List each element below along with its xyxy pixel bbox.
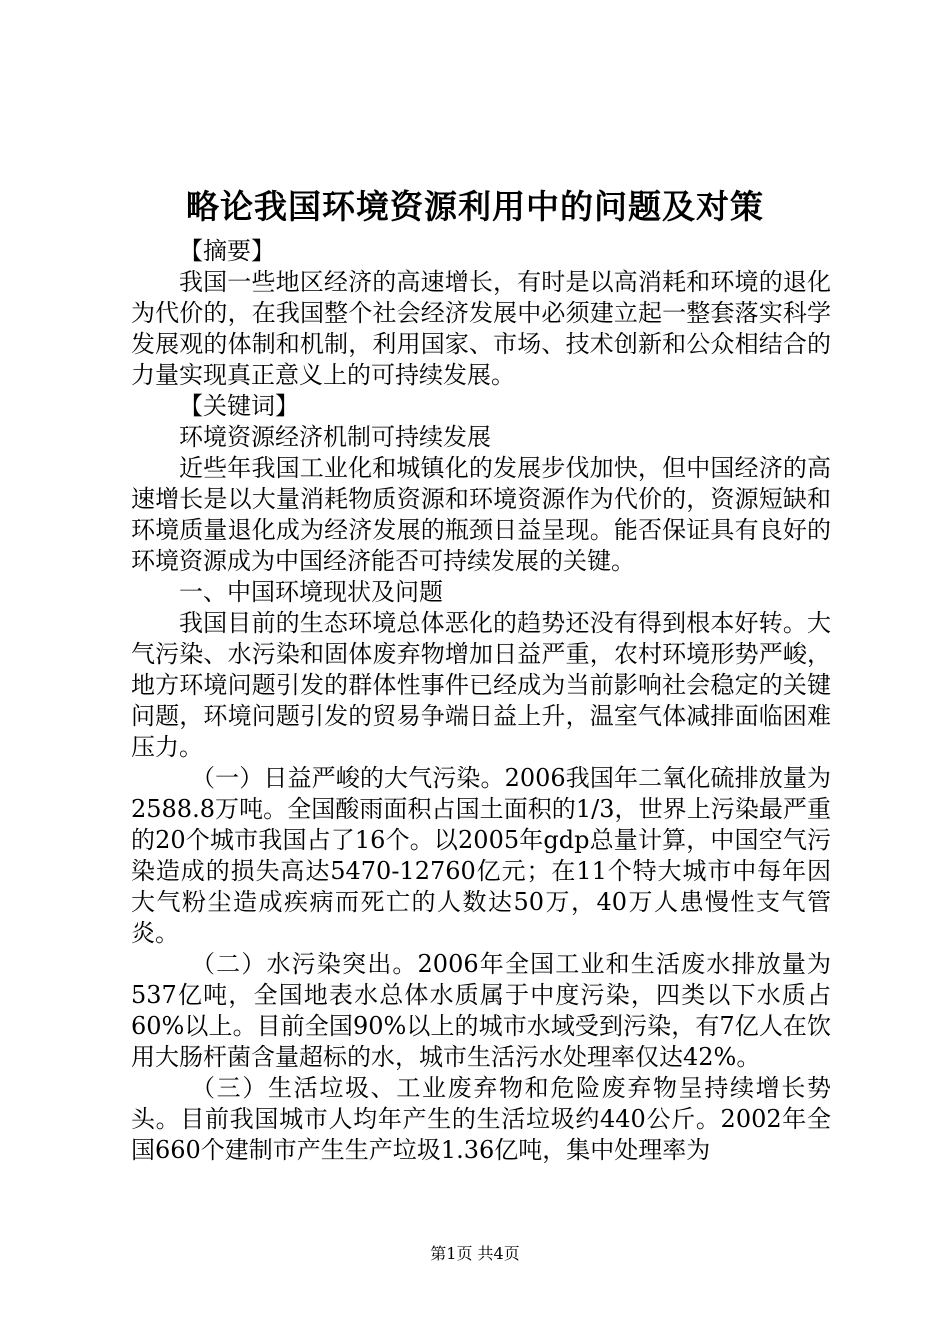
keywords-text: 环境资源经济机制可持续发展 <box>179 423 491 451</box>
air-pollution-paragraph: （一）日益严峻的大气污染。2006我国年二氧化硫排放量为2588.8万吨。全国酸雨面积占国土面积的1/3，世界上污染最严重的20个城市我国占了16个。以2005年gdp总量计算，中国空气污染造成的损失高达5470-12760亿元；在11个特大城市中每年因大气粉尘造成疾病而死亡的人数达50万，40万人患慢性支气管炎。 <box>131 764 831 947</box>
section-1-intro-paragraph: 我国目前的生态环境总体恶化的趋势还没有得到根本好转。大气污染、水污染和固体废弃物增加日益严重，农村环境形势严峻，地方环境问题引发的群体性事件已经成为当前影响社会稳定的关键问题，环境问题引发的贸易争端日益上升，温室气体减排面临困难压力。 <box>131 609 831 761</box>
abstract-heading: 【摘要】 <box>179 237 275 265</box>
intro-paragraph: 近些年我国工业化和城镇化的发展步伐加快，但中国经济的高速增长是以大量消耗物质资源和环境资源作为代价的，资源短缺和环境质量退化成为经济发展的瓶颈日益呈现。能否保证具有良好的环境资源成为中国经济能否可持续发展的关键。 <box>131 454 831 575</box>
page-number-footer: 第1页 共4页 <box>430 1244 520 1263</box>
abstract-paragraph: 我国一些地区经济的高速增长，有时是以高消耗和环境的退化为代价的，在我国整个社会经济发展中必须建立起一整套落实科学发展观的体制和机制，利用国家、市场、技术创新和公众相结合的力量实现真正意义上的可持续发展。 <box>131 268 831 389</box>
document-body <box>131 236 831 1166</box>
keywords-heading: 【关键词】 <box>179 392 299 420</box>
page-title: 略论我国环境资源利用中的问题及对策 <box>186 187 764 226</box>
waste-paragraph: （三）生活垃圾、工业废弃物和危险废弃物呈持续增长势头。目前我国城市人均年产生的生活垃圾约440公斤。2002年全国660个建制市产生生产垃圾1.36亿吨，集中处理率为 <box>131 1074 831 1164</box>
water-pollution-paragraph: （二）水污染突出。2006年全国工业和生活废水排放量为537亿吨，全国地表水总体水质属于中度污染，四类以下水质占60%以上。目前全国90%以上的城市水域受到污染，有7亿人在饮用大肠杆菌含量超标的水，城市生活污水处理率仅达42%。 <box>131 950 831 1071</box>
section-1-heading: 一、中国环境现状及问题 <box>179 578 443 606</box>
